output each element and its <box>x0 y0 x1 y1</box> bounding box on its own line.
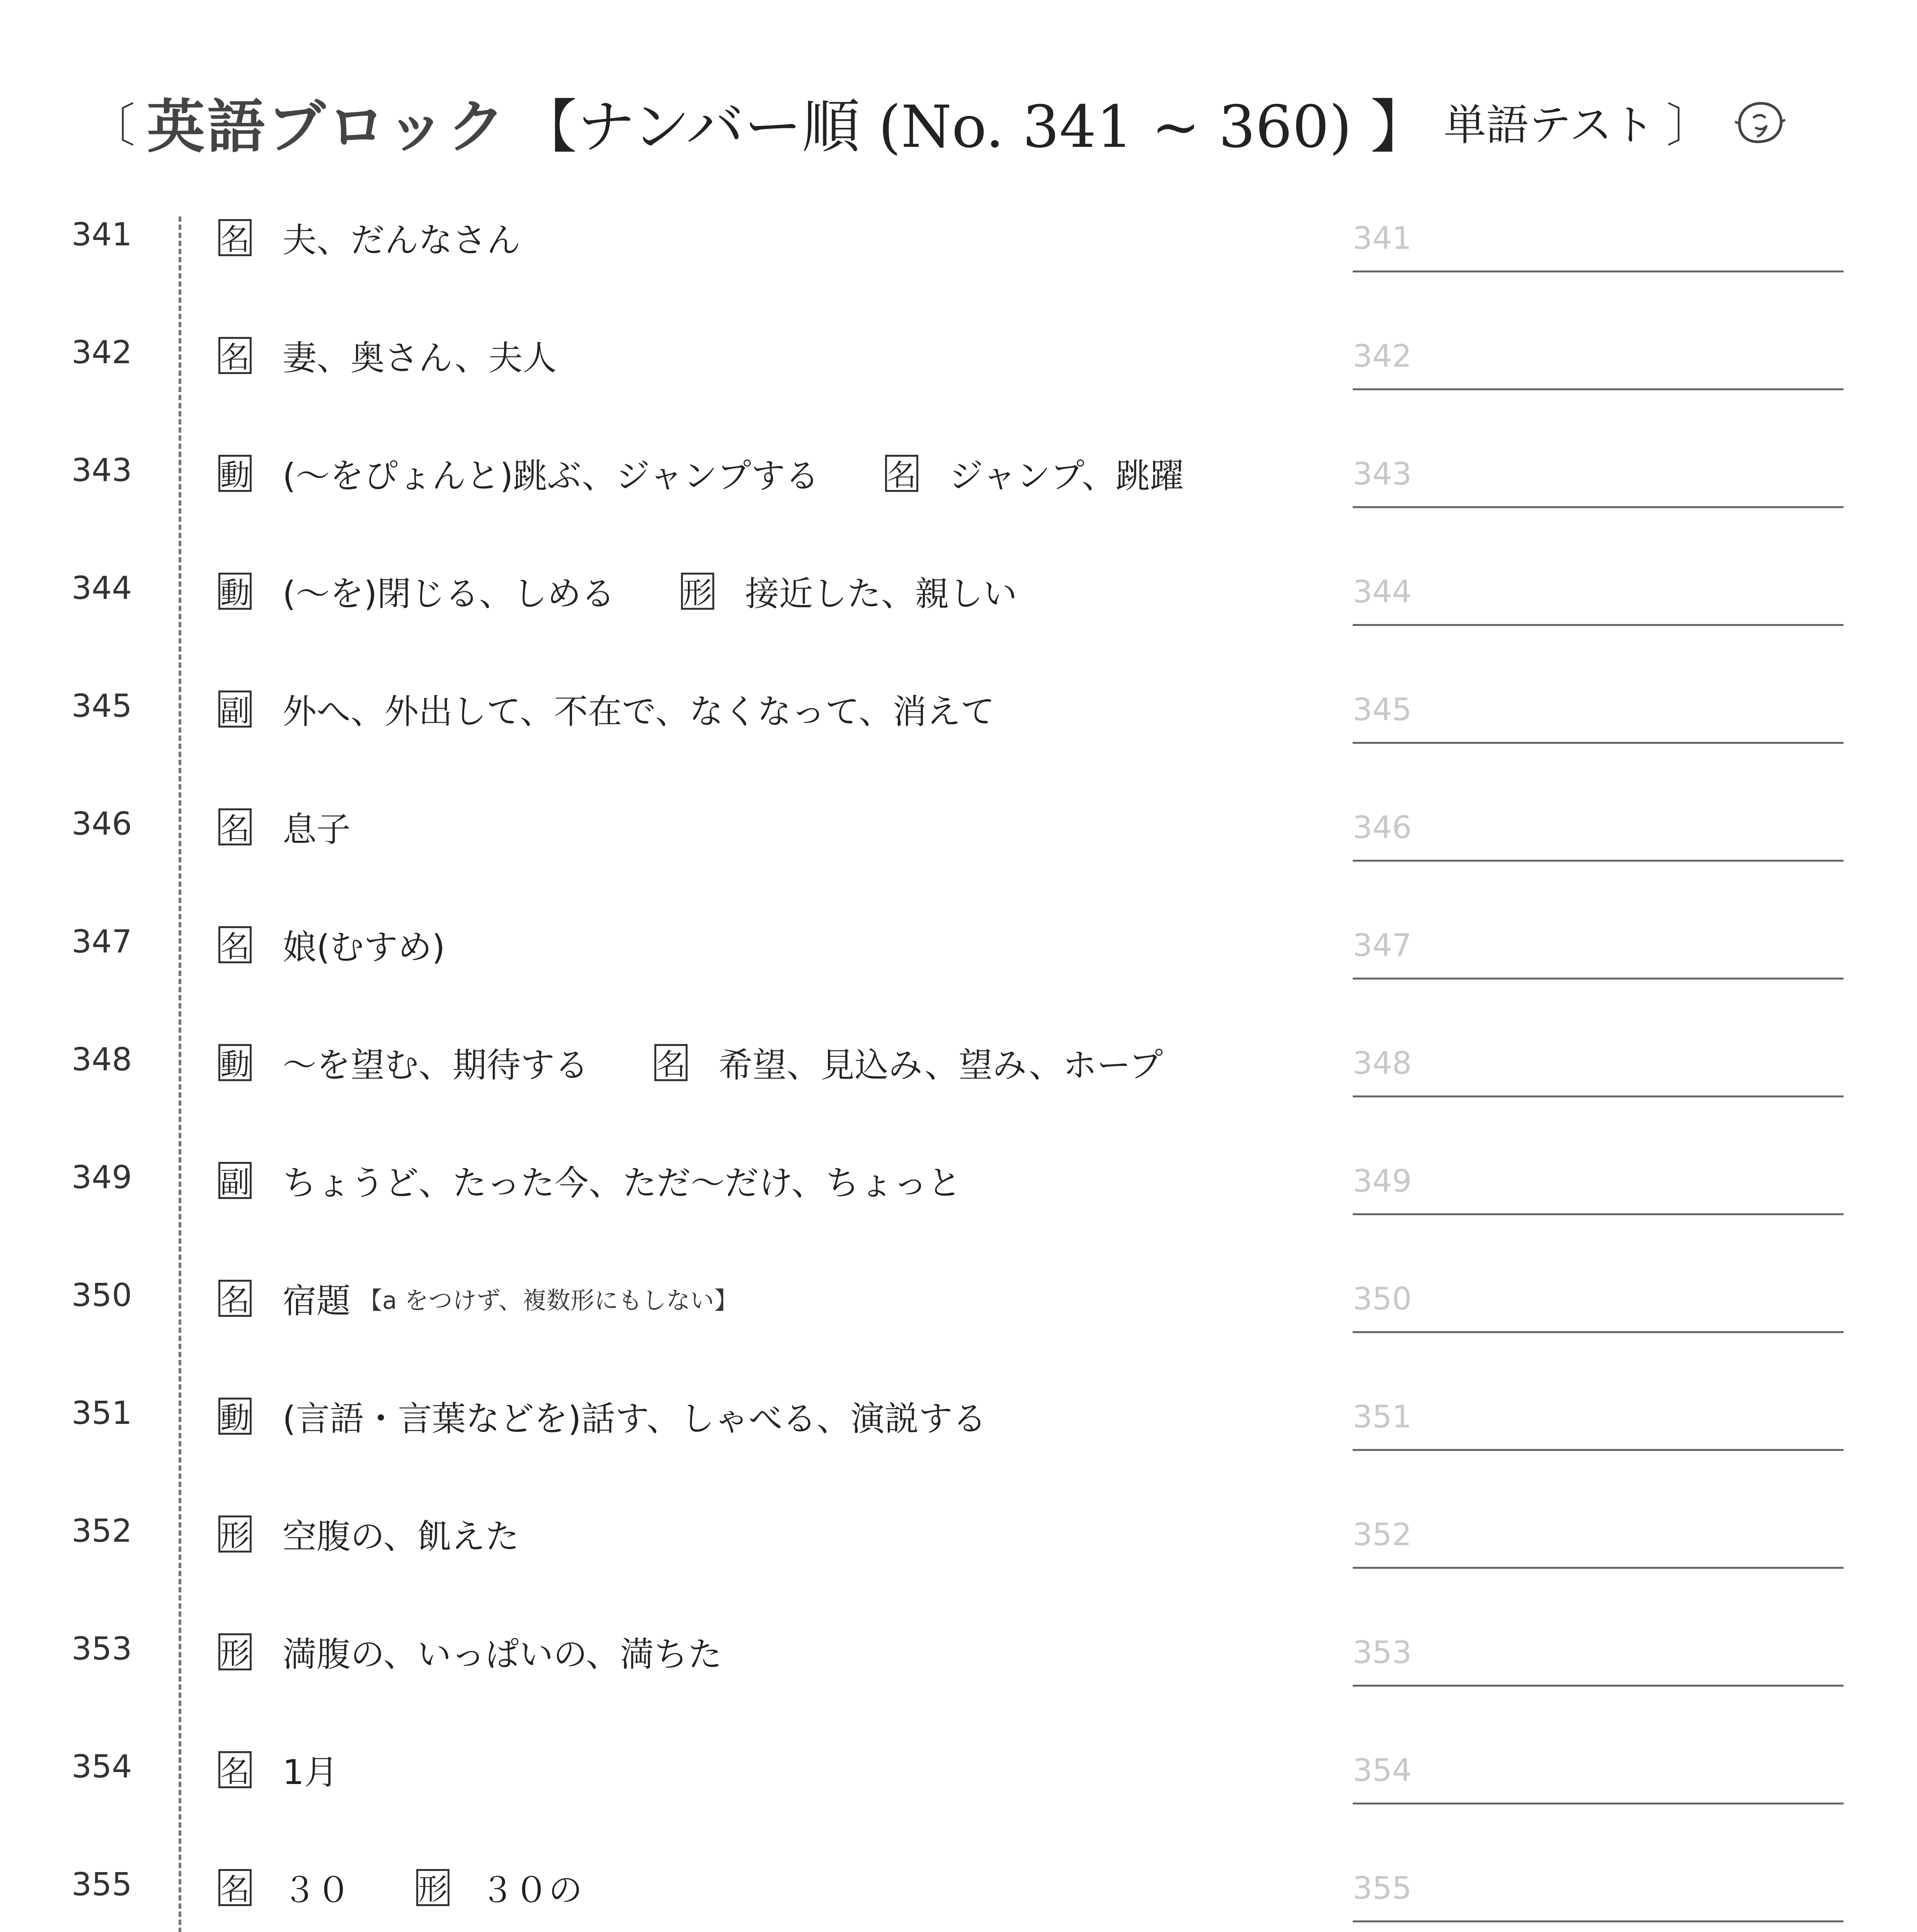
mascot-icon <box>1732 95 1790 149</box>
definitions <box>218 1274 738 1323</box>
word-row <box>0 558 1917 636</box>
definitions <box>218 213 586 262</box>
answer-line[interactable] <box>1353 742 1844 744</box>
definitions <box>218 1156 1027 1205</box>
answer-number-hint: 355 <box>1353 1870 1412 1906</box>
question-number: 348 <box>72 1041 132 1078</box>
answer-line[interactable] <box>1353 506 1844 508</box>
question-number: 355 <box>72 1866 132 1903</box>
answer-line[interactable] <box>1353 270 1844 272</box>
part-of-speech-badge: 名 <box>885 455 918 492</box>
definitions <box>218 1628 788 1676</box>
definition-text: 希望、見込み、望み、ホープ <box>718 1045 1163 1085</box>
question-number: 350 <box>72 1277 132 1314</box>
answer-number-hint: 343 <box>1353 456 1412 492</box>
definition-text: 満腹の、いっぱいの、満ちた <box>283 1634 722 1674</box>
answer-number-hint: 353 <box>1353 1634 1412 1670</box>
definition-text: (言語・言葉などを)話す、しゃべる、演説する <box>283 1399 987 1439</box>
question-number: 345 <box>72 688 132 724</box>
answer-line[interactable] <box>1353 978 1844 980</box>
part-of-speech-badge: 名 <box>218 219 252 256</box>
answer-line[interactable] <box>1353 624 1844 626</box>
part-of-speech-badge: 名 <box>218 1280 252 1317</box>
definition-text: 息子 <box>283 810 351 849</box>
definitions <box>218 803 416 851</box>
definition-text: 妻、奥さん、夫人 <box>283 338 557 378</box>
word-row <box>0 1619 1917 1696</box>
question-number: 347 <box>72 923 132 960</box>
part-of-speech-badge: 形 <box>681 573 714 610</box>
definitions <box>218 1038 1229 1087</box>
question-number: 344 <box>72 570 132 607</box>
header-bracket-close: 〕 <box>1666 99 1713 153</box>
word-row <box>0 1148 1917 1225</box>
definition-text: 宿題 <box>283 1281 351 1321</box>
word-row <box>0 912 1917 989</box>
answer-line[interactable] <box>1353 1331 1844 1333</box>
word-row <box>0 676 1917 753</box>
definitions <box>218 685 1061 733</box>
part-of-speech-badge: 名 <box>654 1044 688 1081</box>
word-row <box>0 794 1917 871</box>
answer-line[interactable] <box>1353 1685 1844 1687</box>
definition-text: 外へ、外出して、不在で、なくなって、消えて <box>283 692 995 731</box>
definition-text: (～を)閉じる、しめる <box>283 574 615 614</box>
definition-text: 空腹の、飢えた <box>283 1517 519 1556</box>
brand-logo: 英語ブロック <box>147 94 508 161</box>
definitions <box>218 567 1083 616</box>
answer-number-hint: 352 <box>1353 1517 1412 1553</box>
part-of-speech-badge: 動 <box>218 573 252 610</box>
word-row <box>0 1501 1917 1578</box>
part-of-speech-badge: 動 <box>218 455 252 492</box>
answer-line[interactable] <box>1353 1095 1844 1097</box>
definitions <box>218 1863 648 1912</box>
answer-number-hint: 351 <box>1353 1399 1412 1435</box>
part-of-speech-badge: 形 <box>218 1633 252 1670</box>
definition-note: 【a をつけず、複数形にもしない】 <box>358 1286 738 1315</box>
question-number: 351 <box>72 1395 132 1432</box>
definitions <box>218 1745 404 1794</box>
word-row <box>0 1265 1917 1343</box>
page-title: 【ナンバー順 (No. 341 ~ 360) 】 <box>519 94 1428 161</box>
word-row <box>0 323 1917 400</box>
answer-number-hint: 349 <box>1353 1163 1412 1199</box>
definitions <box>218 920 511 969</box>
answer-number-hint: 350 <box>1353 1281 1412 1317</box>
answer-number-hint: 344 <box>1353 574 1412 610</box>
answer-number-hint: 347 <box>1353 927 1412 963</box>
question-number: 341 <box>72 216 132 253</box>
page-subtitle: 単語テスト <box>1444 100 1655 150</box>
part-of-speech-badge: 動 <box>218 1044 252 1081</box>
answer-line[interactable] <box>1353 1567 1844 1569</box>
word-row <box>0 1030 1917 1107</box>
definition-text: 接近した、親しい <box>745 574 1017 614</box>
definitions <box>218 449 1250 498</box>
question-number: 354 <box>72 1748 132 1785</box>
definitions <box>218 331 622 380</box>
answer-number-hint: 341 <box>1353 220 1412 256</box>
question-number: 342 <box>72 334 132 371</box>
definition-text: 夫、だんなさん <box>283 220 521 260</box>
part-of-speech-badge: 形 <box>218 1515 252 1553</box>
question-number: 353 <box>72 1631 132 1667</box>
part-of-speech-badge: 形 <box>416 1869 449 1906</box>
definition-text: ３０の <box>480 1870 583 1910</box>
answer-line[interactable] <box>1353 388 1844 390</box>
definition-text: ３０ <box>283 1870 351 1910</box>
answer-number-hint: 354 <box>1353 1752 1412 1788</box>
definitions <box>218 1392 1052 1440</box>
question-number: 346 <box>72 806 132 842</box>
part-of-speech-badge: 動 <box>218 1398 252 1435</box>
answer-line[interactable] <box>1353 860 1844 862</box>
page-header <box>77 77 1840 166</box>
definitions <box>218 1510 585 1558</box>
part-of-speech-badge: 副 <box>218 1162 252 1199</box>
definition-text: 1月 <box>283 1752 338 1792</box>
part-of-speech-badge: 名 <box>218 337 252 374</box>
answer-number-hint: 342 <box>1353 338 1412 374</box>
part-of-speech-badge: 副 <box>218 690 252 728</box>
part-of-speech-badge: 名 <box>218 1751 252 1788</box>
definition-text: ～を望む、期待する <box>283 1045 589 1085</box>
answer-line[interactable] <box>1353 1213 1844 1215</box>
definition-text: (～をぴょんと)跳ぶ、ジャンプする <box>283 456 819 496</box>
answer-number-hint: 346 <box>1353 810 1412 845</box>
word-row <box>0 1383 1917 1461</box>
answer-number-hint: 345 <box>1353 692 1412 728</box>
word-row <box>0 1855 1917 1932</box>
part-of-speech-badge: 名 <box>218 808 252 845</box>
definition-text: 娘(むすめ) <box>283 927 445 967</box>
definition-text: ジャンプ、跳躍 <box>949 456 1184 496</box>
definition-text: ちょうど、たった今、ただ～だけ、ちょっと <box>283 1163 962 1203</box>
question-number: 343 <box>72 452 132 489</box>
answer-line[interactable] <box>1353 1920 1844 1922</box>
header-bracket-open: 〔 <box>89 99 135 153</box>
question-number: 352 <box>72 1513 132 1549</box>
part-of-speech-badge: 名 <box>218 926 252 963</box>
word-row <box>0 440 1917 518</box>
word-row <box>0 205 1917 282</box>
answer-line[interactable] <box>1353 1803 1844 1804</box>
answer-number-hint: 348 <box>1353 1045 1412 1081</box>
part-of-speech-badge: 名 <box>218 1869 252 1906</box>
question-number: 349 <box>72 1159 132 1196</box>
word-row <box>0 1737 1917 1814</box>
answer-line[interactable] <box>1353 1449 1844 1451</box>
